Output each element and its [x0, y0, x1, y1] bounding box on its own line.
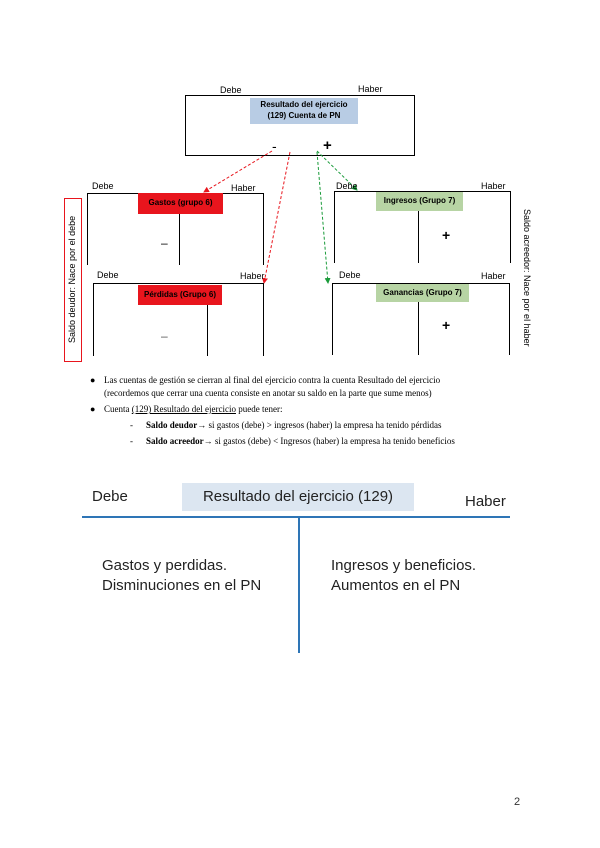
bullet-2-suffix: puede tener: [235, 404, 283, 414]
big-left-line2: Disminuciones en el PN [102, 577, 262, 594]
big-left-line1: Gastos y perdidas. [102, 557, 228, 574]
bullet-2-prefix: Cuenta [104, 404, 132, 414]
big-haber-label: Haber [465, 493, 506, 510]
gastos-right-line [263, 193, 264, 265]
big-right-line2: Aumentos en el PN [331, 577, 461, 594]
perdidas-haber-label: Haber [240, 271, 265, 281]
ganancias-center-line [418, 302, 419, 355]
gastos-left-line [87, 193, 88, 265]
sub-1-bold: Saldo deudor [146, 420, 198, 430]
perdidas-upper-line [93, 283, 264, 284]
ganancias-debe-label: Debe [339, 270, 361, 280]
perdidas-debe-label: Debe [97, 270, 119, 280]
ingresos-center-line [418, 211, 419, 263]
bullet-1-line2: (recordemos que cerrar una cuenta consiste en anotar su saldo en la parte que sume menos) [104, 388, 432, 398]
ingresos-debe-label: Debe [336, 181, 358, 191]
arrow-to-perdidas [264, 152, 290, 283]
dash-icon: - [130, 436, 133, 446]
page-number: 2 [514, 796, 521, 808]
ganancias-haber-label: Haber [481, 271, 506, 281]
bullet-item-1 [90, 374, 524, 400]
top-minus-sign: - [272, 138, 277, 154]
big-vertical-line [298, 517, 300, 653]
bullet-item-2 [90, 403, 524, 416]
top-haber-label: Haber [358, 84, 383, 94]
bullet-2-account: (129) Resultado del ejercicio [131, 404, 236, 414]
top-plus-sign: + [323, 137, 332, 154]
sub-2-bold: Saldo acreedor [146, 436, 204, 446]
sub-item-1 [104, 419, 524, 432]
ganancias-title: Ganancias (Grupo 7) [383, 288, 462, 297]
perdidas-left-line [93, 283, 94, 356]
big-debe-label: Debe [92, 488, 128, 505]
big-right-line1: Ingresos y beneficios. [331, 557, 477, 574]
ingresos-title: Ingresos (Grupo 7) [383, 196, 456, 205]
gastos-title: Gastos (grupo 6) [148, 198, 213, 207]
perdidas-sign: – [161, 329, 168, 343]
perdidas-title: Pérdidas (Grupo 6) [143, 290, 216, 299]
perdidas-center-line [207, 305, 208, 356]
sub-1-rest: → si gastos (debe) > ingresos (haber) la empresa ha tenido pérdidas [197, 420, 442, 430]
ingresos-haber-label: Haber [481, 181, 506, 191]
gastos-debe-label: Debe [92, 181, 114, 191]
bullet-dot-icon: ● [90, 404, 96, 414]
bullet-1-line1: Las cuentas de gestión se cierran al final del ejercicio contra la cuenta Resultado del ejercicio [104, 375, 441, 385]
ganancias-left-line [332, 283, 333, 355]
ganancias-sign: + [442, 317, 451, 333]
ingresos-right-line [510, 191, 511, 263]
dash-icon: - [130, 420, 133, 430]
sub-item-2 [104, 435, 524, 448]
top-title-line1: Resultado del ejercicio [260, 100, 348, 109]
gastos-haber-label: Haber [231, 183, 256, 193]
right-side-label: Saldo acreedor: Nace por el haber [522, 209, 532, 347]
arrow-to-ganancias [317, 152, 328, 283]
bullet-list [90, 374, 524, 448]
ingresos-left-line [334, 191, 335, 263]
ganancias-right-line [509, 283, 510, 355]
gastos-sign: – [161, 236, 168, 250]
ingresos-sign: + [442, 227, 451, 243]
big-title: Resultado del ejercicio (129) [202, 488, 394, 505]
gastos-center-line [179, 214, 180, 265]
perdidas-right-line [263, 283, 264, 356]
big-horizontal-line [82, 516, 510, 518]
top-debe-label: Debe [220, 85, 242, 95]
sub-2-rest: → si gastos (debe) < Ingresos (haber) la empresa ha tenido beneficios [203, 436, 455, 446]
bullet-dot-icon: ● [90, 375, 96, 385]
top-title-line2: (129) Cuenta de PN [267, 111, 341, 120]
left-side-label: Saldo deudor: Nace por el debe [67, 215, 77, 343]
